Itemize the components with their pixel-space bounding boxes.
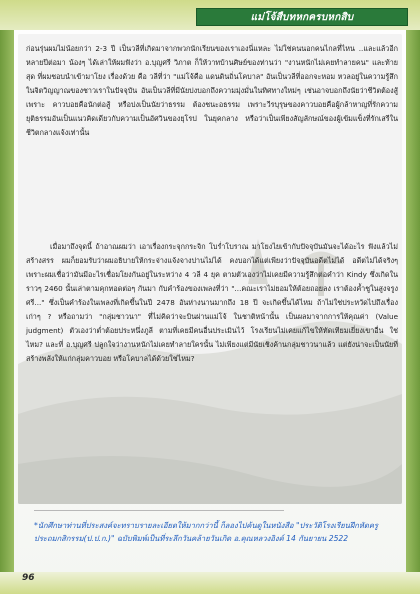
body-paragraph-2: เมื่อมาถึงจุดนี้ ถ้าอาณผมว่า เอาเรื่องกระจุกกระจิก โบร่ำโบราณ มาโยงไยเข้ากับปัจจุบันมันจะได้อะไร ฟังแล้วไม่สร้างสรร ผมก็ยอมรับว่าผมอธิบายให้กระจ่างแจ้งจางปานไม่ได้ คงบอกได้แต่เพียงว่าปัจจุบันอดีตไม่ได้ อดีตไม่ได้จริงๆ เพราะผมเชื่อว่ามันมีอะไรเชื่อมโยงกันอยู่ในระหว่าง 4 วลี 4 ยุค ตามตัวเองว่าไม่เคยมีความรู้สึกต่อคำว่า Kindy ซึ่งเกิดในราวๆ 2460 นั้นเล่าตามคุกทอดต่อๆ กันมา กับคำร้องของเพลงที่ว่า "...คณะเราไม่ยอมให้ต้อยถอยลง เราต้องค้ำชูในสูงจรูงศรี..." ซึ่งเป็นคำร้องในเพลงที่เกิดขึ้นในปี 2478 อันห่างนานมากถึง 18 ปี จะเกิดขึ้นได้ไหม ถ้าไม่ใช่ประหวัดไปถึงเรื่องเก่าๆ ? หรือถามว่า "กลุ่มชาวนา" ที่ไม่คิดว่าจะบินผ่านแม่โจ้ ในชาติหน้านั้น เป็นผลมาจากการให้คุณค่า (Value judgment) ตัวเองว่าต่ำต้อยประหนึ่งภูลี ตามที่เคยมีคนอื่นประเมินไว้ โรงเรียนไม่เคยแก้ไขให้ทัดเทียมเยี่ยงเขาอื่น ใช่ไหม? และที่ อ.บุญศรี ปลูกใจว่างานหนักไม่เคยทำลายใครนั้น ไม่เพียงแต่มีนัยเชิงค้านกลุ่มชาวนาแล้ว แต่ยังน่าจะเป็นนัยที่สร้างพลังให้แก่กลุ่มคาวบอย หรือโคบาลได้ด้วยใช่ไหม? xyxy=(26,242,398,363)
right-frame-bar xyxy=(406,30,420,594)
page-number: 96 xyxy=(22,573,35,583)
header-title-box xyxy=(196,8,408,26)
left-frame-bar xyxy=(0,30,14,594)
header-title: แม่โจ้สืบทหกครบหกสิบ xyxy=(250,11,354,23)
footer-band xyxy=(0,572,420,594)
footnote-divider xyxy=(34,510,284,511)
body-paragraph-1: ก่อนรุ่นผมไม่น้อยกว่า 2-3 ปี เป็นวลีที่เกิดมาจากพวกนักเรียนของเราเองนี่แหละ ไม่ใช่คนนอกคนไกลที่ไหน ..และแล้วอีกหลายปีต่อมา น้องๆ ได้เล่าให้ผมฟังว่า อ.บุญศรี วิภาต ก็ให้วาทบ้านศิษย์ของท่านว่า "งานหนักไม่เคยทำลายคน" และท้ายสุด ที่ผมชอบนำเข้ามาโยง เรื่องด้วย คือ วลีที่ว่า "แม่โจ้คือ แดนดินถิ่นโคบาล" อันเป็นวลีที่ออกจะหอม หวลอยู่ในความรู้สึก ในจิตวิญญาณของชาวเราในปัจจุบัน อันเป็นวลีที่มีนัยบ่งบอกถึงความมุ่งมั่นในทิศทางใหม่ๆ เช่นอาจบอกถึงนัยว่าชีวิตต้องสู้ เพราะ คาวบอยคือนักต่อสู้ หรือบ่งเป็นนัยว่าธรรม ต้องชนะอธรรม เพราะวีรบุรุษของคาวบอยคือผู้กล้าหาญที่รักความยุติธรรมอันเป็นแนวคิดเดียวกับความเป็นอัศวินของยุโรป ในยุคกลาง หรือว่าเป็นเพียงสัญลักษณ์ของผู้เข้มแข็งที่รักเสรีในชีวิตกลางแจ้งเท่านั้น xyxy=(26,44,398,137)
footnote: *นักศึกษาท่านที่ประสงค์จะทราบรายละเอียดให้มากกว่านี้ ก็ลองไปค้นดูในหนังสือ "ประวัติโรงเรียนฝึกหัดครูประถมกสิกรรม(ป.ป.ก.)" ฉบับพิมพ์เป็นที่ระลึกวันคล้ายวันเกิด อ.คุณหลวงอิงค์ 14 กันยายน 2522 xyxy=(34,521,378,543)
content-panel xyxy=(18,34,402,504)
